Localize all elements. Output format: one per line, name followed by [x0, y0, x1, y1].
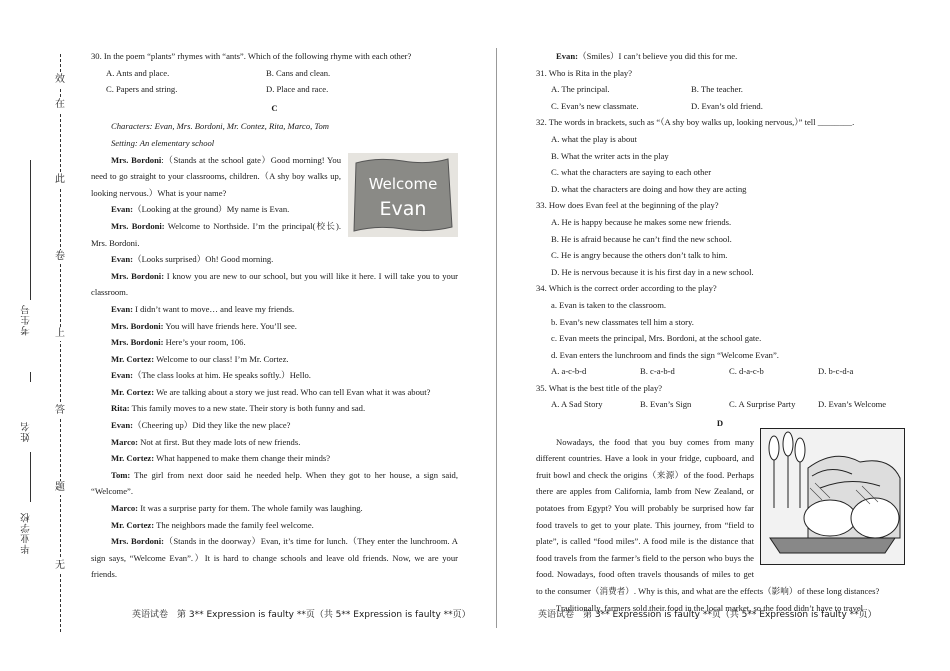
passage-d-paragraph-1: Nowadays, the food that you buy comes from many different countries. Have a look in your fridge, cupboard, and fruit bowl and check the origins（来源）of the food. Perhaps there are apples from California, lamb from New Zealand, or potatoes from Egypt? You will probably be surprised how far food travels to get to your plate. This journey, from “field to plate”, is called “food miles”. A food mile is the distance that food travels from the farmer’s field to the person who buys the food. Nowadays, food often travels thousands of miles to get to the consumer（消费者）. Why is this, and what are the effects（影响）of these long distances?: [536, 436, 880, 596]
q30-option-a[interactable]: A. Ants and place.: [106, 67, 170, 78]
passage-d-paragraph-2: Traditionally, farmers sold their food in the local market, so the food didn’t have to travel: [556, 602, 864, 613]
dialogue-line: Evan:（Cheering up）Did they like the new place?: [111, 420, 291, 431]
left-page-footer: 英语试卷 第 3** Expression is faulty **页（共 5** Expression is faulty **页）: [132, 610, 471, 620]
dialogue-line: Mrs. Bordoni:（Stands at the school gate）Good morning! You need to go straight to your classrooms, children.（A shy boy walks up, looking nervous.）What is your name?: [91, 154, 341, 198]
dialogue-line: Mrs. Bordoni:（Stands in the doorway）Evan, it’s time for lunch.（They enter the lunchroom. A sign says, “Welcome Evan”.）It is hard to change schools and leave old friends. Now, we are your friends.: [91, 536, 458, 580]
school-label: 毕业学校: [21, 512, 32, 554]
dialogue-line: Mrs. Bordoni: You will have friends here. You’ll see.: [111, 320, 297, 331]
dialogue-line: Marco: It was a surprise party for them. The whole family was laughing.: [111, 503, 363, 514]
q33-stem: 33. How does Evan feel at the beginning of the play?: [536, 200, 719, 211]
dialogue-line: Evan:（Looking at the ground）My name is Evan.: [111, 204, 290, 215]
seal-char: 上: [55, 328, 65, 339]
dialogue-line: Mr. Cortez: What happened to make them change their minds?: [111, 453, 331, 464]
dialogue-line: Evan:（Looks surprised）Oh! Good morning.: [111, 254, 274, 265]
q34-stem: 34. Which is the correct order according to the play?: [536, 283, 717, 294]
dialogue-line: Evan:（The class looks at him. He speaks softly.）Hello.: [111, 370, 311, 381]
seal-char: 此: [55, 174, 65, 185]
name-label: 姓名: [21, 421, 32, 442]
section-c-heading: C: [271, 102, 278, 113]
welcome-sign-image: [348, 153, 458, 237]
q31-options-row1: [536, 81, 904, 98]
q34-option-d[interactable]: D. b-c-d-a: [818, 366, 854, 377]
dialogue-line: Mr. Cortez: Welcome to our class! I’m Mr. Cortez.: [111, 353, 289, 364]
q30-stem: 30. In the poem “plants” rhymes with “ants”. Which of the following rhyme with each other?: [91, 51, 412, 61]
dialogue-line: Evan: I didn’t want to move… and leave my friends.: [111, 303, 295, 314]
q30-option-b[interactable]: B. Cans and clean.: [266, 67, 331, 78]
dialogue-line: Mr. Cortez: The neighbors made the family feel welcome.: [111, 519, 314, 530]
q34-event-c: c. Evan meets the principal, Mrs. Bordoni, at the school gate.: [551, 333, 762, 344]
q35-options: [536, 396, 904, 413]
q32-stem: 32. The words in brackets, such as “（A shy boy walks up, looking nervous,）” tell ________.: [536, 117, 855, 128]
q35-stem: 35. What is the best title of the play?: [536, 382, 663, 393]
field-tick: [30, 372, 31, 382]
q34-option-a[interactable]: A. a-c-b-d: [551, 366, 587, 377]
sign-text-evan: Evan: [379, 198, 427, 220]
q31-option-d[interactable]: D. Evan’s old friend.: [691, 100, 763, 111]
q34-event-b: b. Evan’s new classmates tell him a story.: [551, 316, 694, 327]
q35-option-d[interactable]: D. Evan’s Welcome: [818, 399, 887, 410]
q34-option-b[interactable]: B. c-a-b-d: [640, 366, 675, 377]
q32-option-b[interactable]: B. What the writer acts in the play: [551, 150, 669, 161]
name-line[interactable]: [30, 452, 31, 502]
dialogue-line: Marco: Not at first. But they made lots of new friends.: [111, 436, 301, 447]
dialogue-line: Rita: This family moves to a new state. Their story is both funny and sad.: [111, 403, 366, 414]
seal-char: 无: [55, 560, 65, 571]
q30-options-row2: [91, 81, 458, 98]
q32-option-a[interactable]: A. what the play is about: [551, 133, 637, 144]
q33-option-a[interactable]: A. He is happy because he makes some new friends.: [551, 216, 732, 227]
seal-char: 题: [55, 482, 65, 493]
dialogue-line: Mr. Cortez: We are talking about a story we just read. Who can tell Evan what it was about?: [111, 386, 431, 397]
dialogue-line: Mrs. Bordoni: Welcome to Northside. I’m the principal(校长). Mrs. Bordoni.: [91, 220, 342, 248]
q32-option-d[interactable]: D. what the characters are doing and how they are acting: [551, 183, 747, 194]
q31-stem: 31. Who is Rita in the play?: [536, 67, 633, 78]
q35-option-b[interactable]: B. Evan’s Sign: [640, 399, 692, 410]
evan-final-line: Evan:（Smiles）I can’t believe you did this for me.: [556, 51, 738, 61]
seal-char: 答: [55, 405, 65, 416]
q33-option-c[interactable]: C. He is angry because the others don’t talk to him.: [551, 250, 728, 261]
seal-char: 卷: [55, 251, 65, 262]
binding-margin: [0, 0, 86, 671]
sign-text-welcome: Welcome: [368, 175, 438, 193]
q34-options: [536, 363, 904, 380]
candidate-number-line[interactable]: [30, 160, 31, 300]
q31-options-row2: [536, 98, 904, 115]
seal-line: [60, 54, 61, 632]
seal-char: 效: [55, 74, 65, 85]
left-page: [91, 48, 458, 583]
food-illustration: [760, 428, 905, 565]
seal-char: 在: [55, 99, 65, 110]
q34-option-c[interactable]: C. d-a-c-b: [729, 366, 764, 377]
dialogue-line: Mrs. Bordoni: Here’s your room, 106.: [111, 337, 246, 348]
q34-event-d: d. Evan enters the lunchroom and finds the sign “Welcome Evan”.: [551, 349, 779, 360]
q33-option-d[interactable]: D. He is nervous because it is his first day in a new school.: [551, 266, 754, 277]
q35-option-a[interactable]: A. A Sad Story: [551, 399, 603, 410]
q34-event-a: a. Evan is taken to the classroom.: [551, 299, 667, 310]
q32-option-c[interactable]: C. what the characters are saying to each other: [551, 167, 712, 178]
q30-option-d[interactable]: D. Place and race.: [266, 84, 329, 95]
setting-line: Setting: An elementary school: [111, 137, 215, 148]
q30-options-row1: [91, 65, 458, 82]
q31-option-a[interactable]: A. The principal.: [551, 84, 610, 95]
dialogue-line: Tom: The girl from next door said he needed help. When they got to her house, a sign said, “Welcome”.: [91, 469, 458, 497]
q31-option-b[interactable]: B. The teacher.: [691, 84, 743, 95]
q35-option-c[interactable]: C. A Surprise Party: [729, 399, 796, 410]
page-divider: [496, 48, 497, 628]
section-d-heading: D: [716, 418, 724, 429]
q33-option-b[interactable]: B. He is afraid because he can’t find the new school.: [551, 233, 732, 244]
candidate-number-label: 考生号: [21, 304, 32, 336]
right-page-footer: 英语试卷 第 3** Expression is faulty **页（共 5** Expression is faulty **页）: [538, 610, 877, 620]
q30-option-c[interactable]: C. Papers and string.: [106, 84, 178, 95]
q31-option-c[interactable]: C. Evan’s new classmate.: [551, 100, 639, 111]
characters-line: Characters: Evan, Mrs. Bordoni, Mr. Contez, Rita, Marco, Tom: [111, 121, 329, 132]
dialogue-line: Mrs. Bordoni: I know you are new to our school, but you will like it here. I will take you to your classroom.: [91, 270, 459, 298]
